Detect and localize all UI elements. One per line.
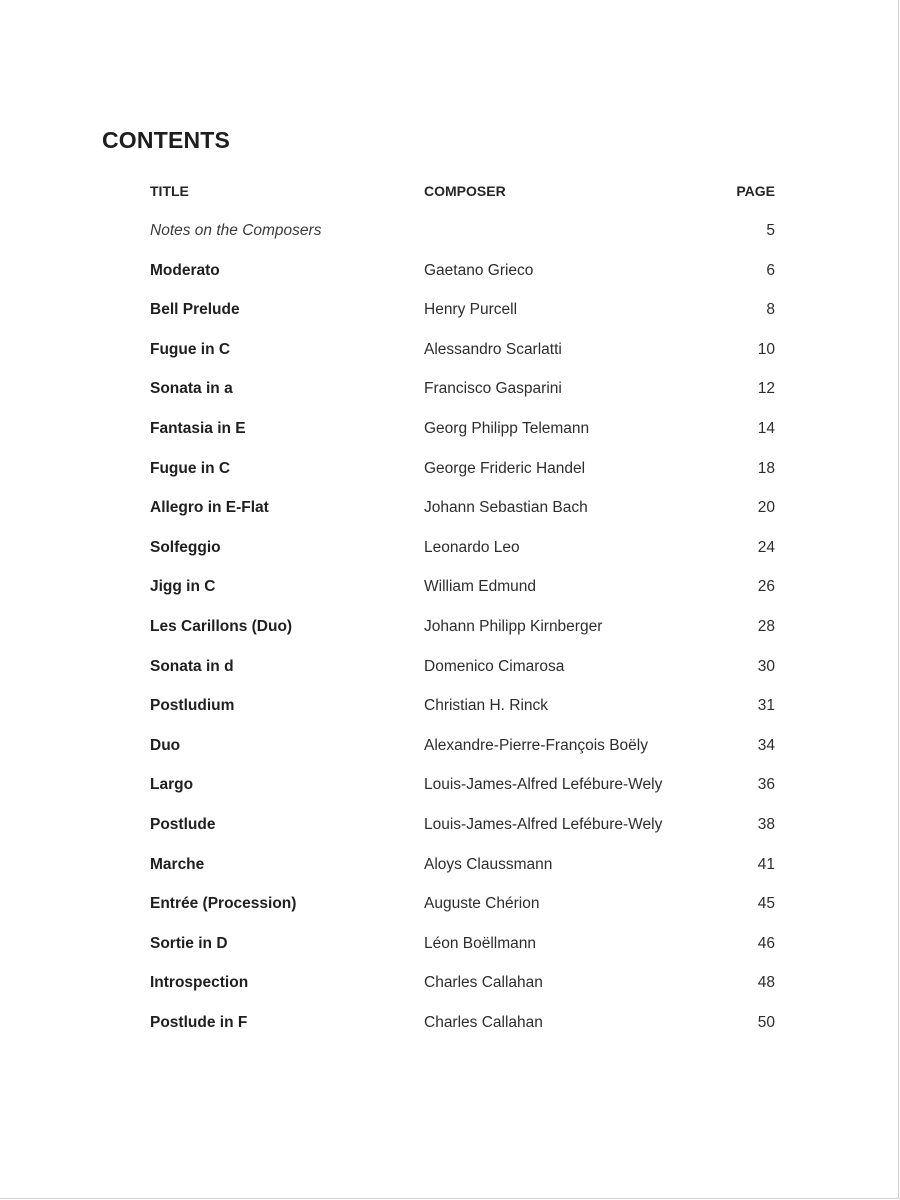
contents-entry	[150, 252, 775, 292]
entry-title: Moderato	[150, 261, 220, 279]
entry-page-number: 6	[766, 261, 775, 279]
contents-entry	[150, 489, 775, 529]
entry-composer: Alexandre-Pierre-François Boëly	[424, 736, 648, 754]
entry-page-number: 20	[757, 499, 775, 517]
entry-title: Bell Prelude	[150, 301, 240, 319]
entry-composer: Aloys Claussmann	[424, 855, 553, 873]
entry-composer: Gaetano Grieco	[424, 261, 534, 279]
contents-entry	[150, 450, 775, 490]
entry-page-number: 41	[757, 855, 775, 873]
composer-column-header: COMPOSER	[424, 183, 506, 199]
entry-page-number: 14	[757, 419, 775, 437]
entry-page-number: 31	[757, 697, 775, 715]
entry-composer: Henry Purcell	[424, 301, 518, 319]
entry-title: Allegro in E-Flat	[150, 499, 269, 517]
entry-composer: Auguste Chérion	[424, 895, 540, 913]
entry-page-number: 10	[757, 340, 775, 358]
entry-page-number: 38	[757, 815, 775, 833]
entry-page-number: 8	[766, 301, 775, 319]
contents-entry	[150, 608, 775, 648]
page-column-header: PAGE	[736, 183, 775, 199]
entry-page-number: 46	[757, 934, 775, 952]
contents-entry	[150, 370, 775, 410]
entry-composer: Charles Callahan	[424, 974, 543, 992]
entry-page-number: 36	[757, 776, 775, 794]
entry-title: Fugue in C	[150, 459, 231, 477]
entry-page-number: 12	[757, 380, 775, 398]
entry-page-number: 50	[757, 1013, 775, 1031]
entry-page-number: 28	[757, 617, 775, 635]
entry-page-number: 30	[757, 657, 775, 675]
contents-entry	[150, 806, 775, 846]
contents-entry	[150, 687, 775, 727]
entry-composer: Domenico Cimarosa	[424, 657, 565, 675]
contents-entry	[150, 766, 775, 806]
entry-title: Largo	[150, 776, 194, 794]
entry-page-number: 26	[757, 578, 775, 596]
entry-composer: Louis-James-Alfred Lefébure-Wely	[424, 776, 663, 794]
entry-title: Entrée (Procession)	[150, 895, 297, 913]
contents-entry	[150, 410, 775, 450]
entry-composer: Charles Callahan	[424, 1013, 543, 1031]
entry-composer: Alessandro Scarlatti	[424, 340, 562, 358]
entry-page-number: 48	[757, 974, 775, 992]
contents-entry	[150, 1004, 775, 1044]
entry-page-number: 45	[757, 895, 775, 913]
title-column-header: TITLE	[150, 183, 189, 199]
contents-entry	[150, 568, 775, 608]
entry-title: Jigg in C	[150, 578, 216, 596]
entry-composer: Léon Boëllmann	[424, 934, 537, 952]
entry-page-number: 34	[757, 736, 775, 754]
contents-entry	[150, 727, 775, 767]
entry-composer: Louis-James-Alfred Lefébure-Wely	[424, 815, 663, 833]
entry-title: Fantasia in E	[150, 419, 246, 437]
entry-composer: Christian H. Rinck	[424, 697, 549, 715]
entry-composer: Johann Sebastian Bach	[424, 499, 588, 517]
entry-title: Postlude	[150, 815, 216, 833]
entry-composer: William Edmund	[424, 578, 536, 596]
entry-composer: Georg Philipp Telemann	[424, 419, 590, 437]
entry-page-number: 18	[757, 459, 775, 477]
entry-title: Fugue in C	[150, 340, 231, 358]
entry-composer: Leonardo Leo	[424, 538, 520, 556]
entry-title: Sonata in a	[150, 380, 233, 398]
contents-entry	[150, 331, 775, 371]
entry-title: Les Carillons (Duo)	[150, 617, 293, 635]
contents-entry	[150, 925, 775, 965]
entry-composer: Johann Philipp Kirnberger	[424, 617, 603, 635]
column-headers	[150, 183, 775, 201]
entry-title: Marche	[150, 855, 205, 873]
contents-entry	[150, 846, 775, 886]
entry-title: Notes on the Composers	[150, 222, 322, 239]
contents-entry	[150, 648, 775, 688]
entry-title: Introspection	[150, 974, 249, 992]
contents-list	[150, 212, 775, 1043]
entry-title: Postludium	[150, 697, 235, 715]
entry-title: Sonata in d	[150, 657, 234, 675]
contents-entry	[150, 212, 775, 252]
contents-entry	[150, 291, 775, 331]
contents-heading: CONTENTS	[102, 127, 231, 153]
contents-entry	[150, 529, 775, 569]
entry-title: Duo	[150, 736, 181, 754]
entry-title: Postlude in F	[150, 1013, 248, 1031]
contents-entry	[150, 885, 775, 925]
entry-page-number: 24	[757, 538, 775, 556]
entry-page-number: 5	[766, 222, 775, 239]
entry-composer: Francisco Gasparini	[424, 380, 562, 398]
contents-entry	[150, 964, 775, 1004]
entry-title: Sortie in D	[150, 934, 228, 952]
entry-composer: George Frideric Handel	[424, 459, 586, 477]
entry-title: Solfeggio	[150, 538, 221, 556]
